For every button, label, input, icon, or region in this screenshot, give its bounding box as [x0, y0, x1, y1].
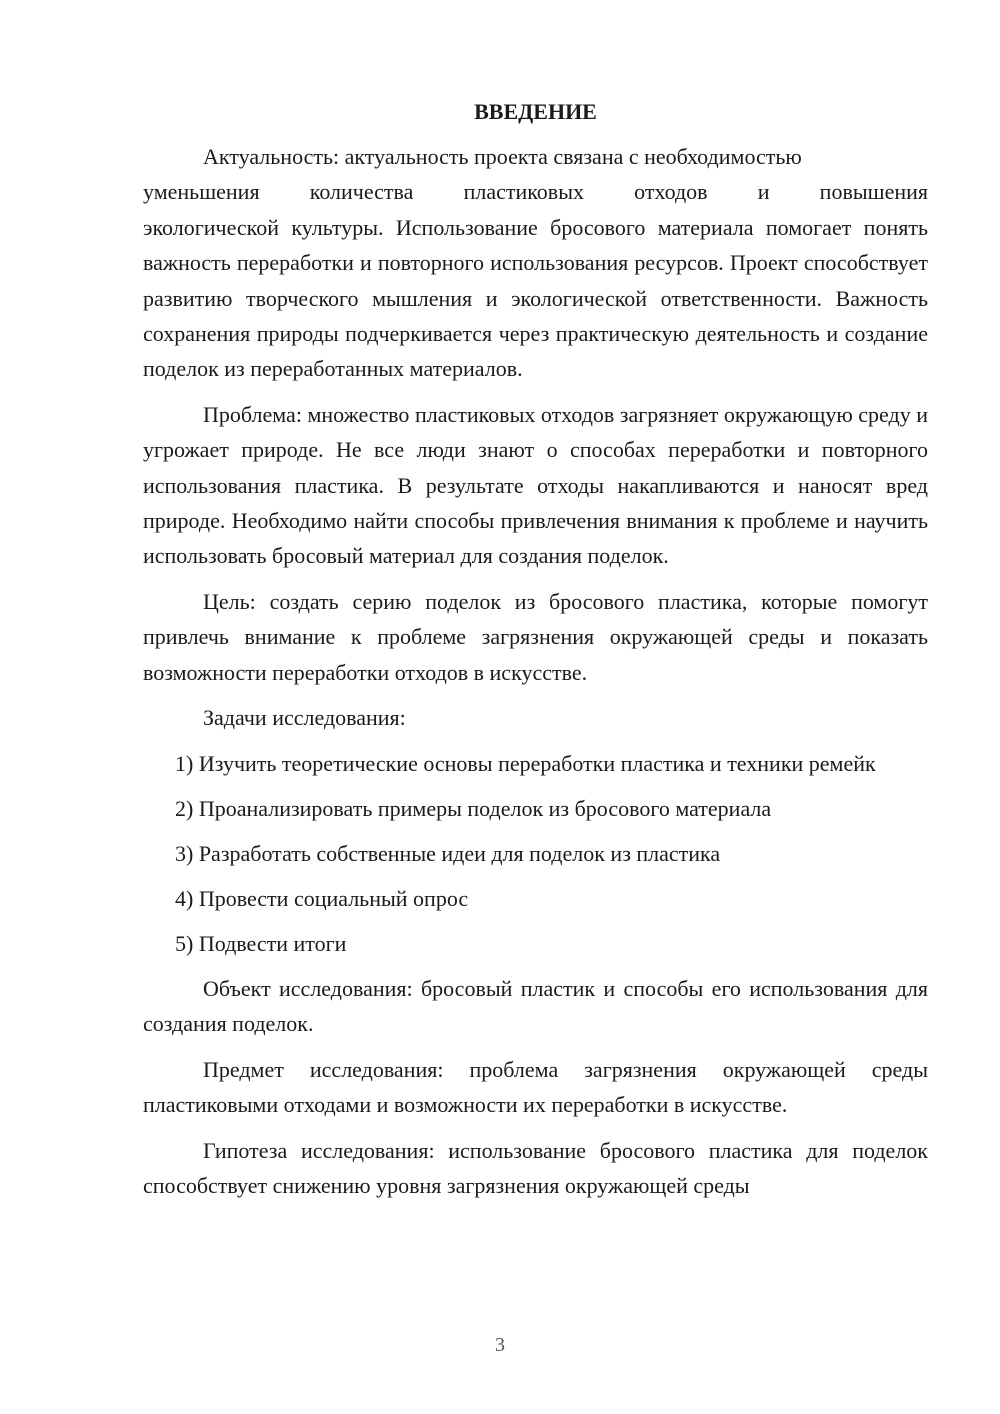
goal-paragraph: Цель: создать серию поделок из бросового пластика, которые помогут привлечь внимание к проблеме загрязнения окружающей среды и показать возможности переработки отходов в искусстве.: [143, 588, 928, 685]
relevance-line-2: уменьшения количества пластиковых отходов и повышения: [143, 179, 928, 205]
hypothesis-paragraph: [143, 1133, 928, 1204]
page-number: 3: [495, 1334, 505, 1356]
relevance-paragraph: [143, 139, 928, 387]
section-title: ВВЕДЕНИЕ: [474, 99, 597, 124]
task-item-2: 2) Проанализировать примеры поделок из бросового материала: [175, 795, 772, 821]
tasks-heading: Задачи исследования:: [203, 705, 406, 731]
hypothesis-text: Гипотеза исследования: использование бросового пластика для поделок способствует снижению уровня загрязнения окружающей среды: [143, 1137, 928, 1198]
relevance-line-1: Актуальность: актуальность проекта связана с необходимостью: [203, 144, 802, 169]
problem-paragraph: Проблема: множество пластиковых отходов загрязняет окружающую среду и угрожает природе. Не все люди знают о способах переработки и повторного использования пластика. В результате отходы накапливаются и наносят вред природе. Необходимо найти способы привлечения внимания к проблеме и научить использовать бросовый материал для создания поделок.: [143, 401, 928, 569]
task-item-4: 4) Провести социальный опрос: [175, 885, 469, 911]
relevance-rest: экологической культуры. Использование бросового материала помогает понять важность переработки и повторного использования ресурсов. Проект способствует развитию творческого мышления и экологической ответственности. Важность сохранения природы подчеркивается через практическую деятельность и создание поделок из переработанных материалов.: [143, 214, 928, 382]
subject-paragraph: Предмет исследования: проблема загрязнения окружающей среды пластиковыми отходами и возможности их переработки в искусстве.: [143, 1056, 928, 1118]
task-item-3: 3) Разработать собственные идеи для поделок из пластика: [175, 840, 721, 866]
page-content: [143, 94, 928, 1213]
task-item-5: 5) Подвести итоги: [175, 930, 347, 956]
task-item-1: 1) Изучить теоретические основы переработки пластика и техники ремейк: [175, 750, 876, 776]
object-paragraph: Объект исследования: бросовый пластик и способы его использования для создания поделок.: [143, 975, 928, 1037]
